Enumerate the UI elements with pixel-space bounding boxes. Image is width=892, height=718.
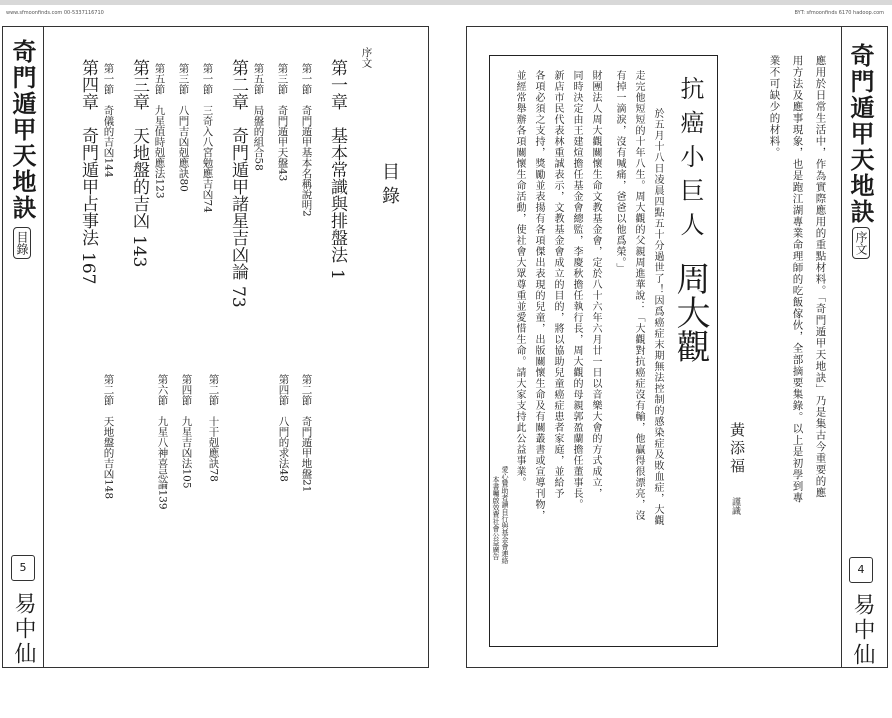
toc-entry: [130, 59, 147, 267]
notice-credit-1: 愛心贊助者讀自行與基金會連絡: [501, 466, 509, 564]
toc-entry-label: 第一節 三奇入八宮勉應吉凶74: [201, 63, 214, 213]
toc-entry: [79, 59, 96, 284]
toc-entry-label: 第一節 奇儀的吉凶144: [102, 63, 115, 178]
toc-entry-label: 第五節 局盤的組合58: [252, 63, 265, 171]
notice-line: 並經常舉辦各項關懷生命活動，使社會大眾尊重並愛惜生命。請大家支持此公益事業。: [514, 70, 525, 488]
notice-line: 走完他短短的十年八生。周大觀的父親周進華說：「大觀對抗癌症沒有輸，他贏得很漂亮，沒: [633, 70, 644, 521]
toc-entry: [178, 63, 189, 192]
right-side-rule: [841, 27, 842, 667]
toc-entry-label: 第一章 基本常識與排盤法: [327, 59, 347, 263]
left-page-number: 5: [11, 555, 35, 581]
left-side-rule: [43, 27, 44, 667]
toc-entry-label: 第三章 天地盤的吉凶: [129, 59, 149, 229]
toc-entry-lower: 第四節 八門的求法48: [277, 374, 290, 482]
notice-line: 新店市民代表林重誠表示，文教基金會成立的目的，將以協助兒童癌症患者家庭，並給予: [552, 70, 563, 499]
toc-preface: 序文: [360, 47, 373, 68]
notice-line: 各項必須之支持，獎勵並表揚有各項傑出表現的兒童，出版關懷生命及有關叢書或宣導刊物，: [533, 70, 544, 521]
toc-entry-page: 167: [78, 252, 98, 285]
toc-entry-label: 第三節 奇門遁甲天盤43: [276, 63, 289, 182]
toc-entry: [277, 63, 288, 181]
toc-entry-page: 1: [327, 269, 347, 280]
toc-entry-label: 第一節 奇門遁甲基本名稱說明2: [300, 63, 313, 217]
right-section-label: 序文: [852, 227, 870, 259]
toc-entry-lower: 第二節 十干剋應訣78: [207, 374, 220, 482]
toc-entry: [103, 63, 114, 178]
scan-header-right: BYT: sfmoonfinds 6170 hadoop.com: [794, 10, 884, 16]
toc-entry-lower: 第四節 九星吉凶法105: [180, 374, 193, 489]
toc-entry: [154, 63, 165, 199]
notice-name: 周大觀: [670, 261, 710, 363]
toc-entry-lower: 第六節 九星八神喜忌論139: [156, 374, 169, 510]
notice-title: 抗癌小巨人: [676, 76, 704, 246]
toc-entry-label: 第二章 奇門遁甲諸星吉凶論: [228, 59, 248, 280]
toc-entry-page: 73: [228, 286, 248, 308]
preface-line-3: 業不可缺少的材料。: [768, 55, 781, 159]
toc-entry-page: 143: [129, 235, 149, 268]
charity-notice-box: [489, 55, 718, 647]
toc-entry-lower: 第二節 天地盤的吉凶148: [102, 374, 115, 500]
notice-line: 於五月十八日凌晨四點五十分過世了！因爲癌症末期無法控制的感染症及敗血症，大觀: [652, 108, 663, 526]
notice-line: 同時決定由王建煊擔任基金會總監，李慶秋擔任執行長，周大觀的母親郭盈蘭擔任董事長。: [571, 70, 582, 510]
right-author: 易中仙: [850, 593, 875, 668]
right-page-number: 4: [849, 557, 873, 583]
toc-heading: 目錄: [379, 162, 400, 210]
left-section-label: 目錄: [13, 227, 31, 259]
left-side-title: 奇門遁甲天地訣: [8, 39, 37, 221]
toc-entry: [229, 59, 246, 308]
right-side-title: 奇門遁甲天地訣: [846, 43, 875, 225]
toc-entry: [328, 59, 345, 280]
toc-entry: [301, 63, 312, 217]
left-page: [2, 26, 429, 668]
signature-mark: 謹識: [730, 497, 740, 515]
signature-name: 黃添福: [728, 422, 746, 476]
toc-entry: [253, 63, 264, 171]
preface-line-2: 用方法及應事現象，也是跑江湖專業命理師的吃飯傢伙，全部摘要集錄。以上是初學到專: [791, 55, 804, 504]
scan-header-left: www.sfmoonfinds.com 00-5337116710: [6, 10, 104, 16]
toc-entry-lower: 第二節 奇門遁甲地盤21: [300, 374, 313, 493]
notice-credit-2: 本書囑啟效費社會公益廣告: [492, 476, 500, 560]
notice-line: 財團法人周大觀關懷生命文教基金會，定於八十六年六月廿一日以音樂大會的方式成立，: [590, 70, 601, 499]
scan-top-strip: [0, 0, 892, 5]
toc-entry-label: 第三節 八門吉凶剋應訣80: [177, 63, 190, 192]
toc-entry-label: 第五節 九星值時剋應法123: [153, 63, 166, 199]
notice-line: 有掉一滴淚，沒有喊痛，爸爸以他爲榮。」: [614, 70, 625, 274]
left-author: 易中仙: [11, 592, 36, 667]
toc-entry: [202, 63, 213, 213]
preface-line-1: 應用於日常生活中，作為實際應用的重點材料。「奇門遁甲天地訣」乃是集古今重要的應: [814, 55, 827, 499]
toc-entry-label: 第四章 奇門遁甲占事法: [78, 59, 98, 246]
right-page: [466, 26, 888, 668]
